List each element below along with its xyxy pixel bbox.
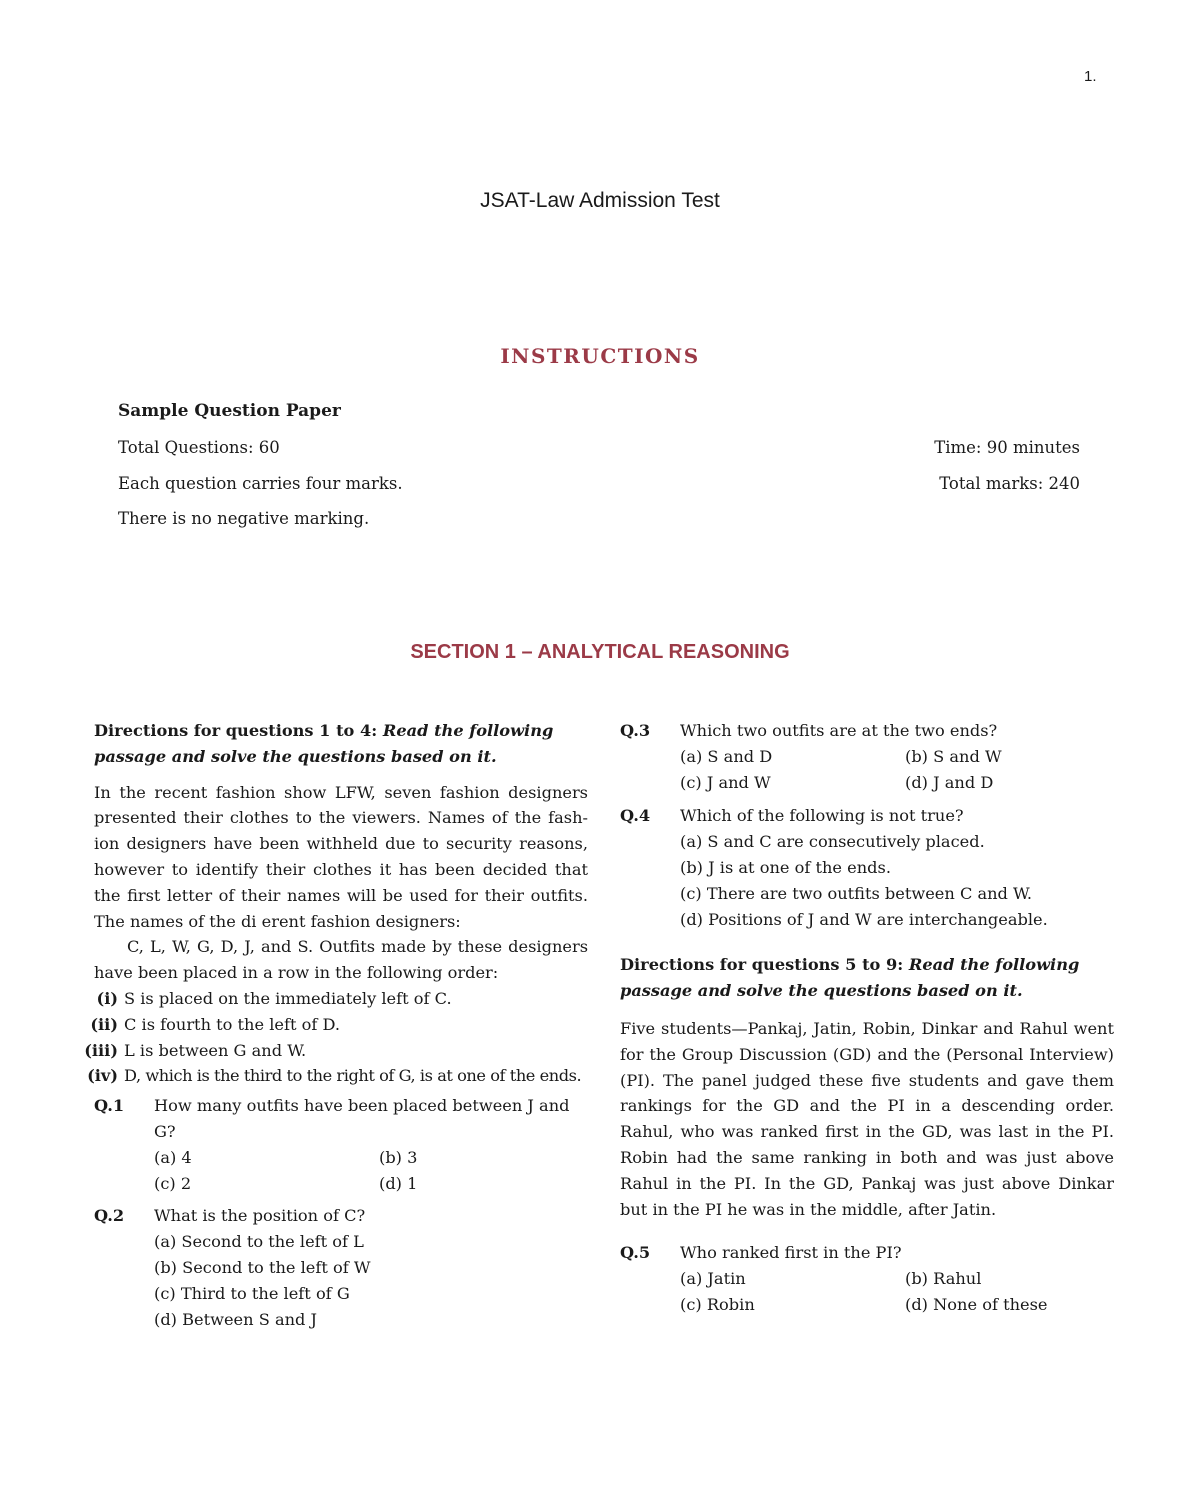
- question-5-options: [620, 1266, 1114, 1318]
- question-5: [620, 1240, 1114, 1266]
- passage-fashion: In the recent fashion show LFW, seven fashion designers presented their clothes to the viewers. Names of the fash-ion designers have been withheld due to security reasons, however to identify their clothes it has been decided that the first letter of their names will be used for their outfits. The names of the di erent fashion designers:: [94, 782, 588, 931]
- question-3: [620, 718, 1114, 744]
- option-d[interactable]: (d) Between S and J: [154, 1309, 318, 1329]
- question-label: Q.2: [94, 1206, 125, 1226]
- question-text: How many outfits have been placed between J and G?: [154, 1096, 570, 1141]
- option-d[interactable]: (d) Positions of J and W are interchangeable.: [680, 909, 1048, 929]
- right-column: [620, 718, 1114, 1318]
- question-4-options: [620, 829, 1114, 932]
- option-b[interactable]: (b) Rahul: [905, 1269, 982, 1289]
- question-text: Who ranked first in the PI?: [680, 1243, 902, 1263]
- option-b[interactable]: (b) Second to the left of W: [154, 1257, 371, 1277]
- option-a[interactable]: (a) 4: [154, 1147, 192, 1167]
- option-b[interactable]: (b) S and W: [905, 746, 1002, 766]
- time-limit: Time: 90 minutes: [934, 438, 1080, 457]
- statement-text: L is between G and W.: [124, 1040, 307, 1060]
- question-label: Q.1: [94, 1096, 125, 1116]
- question-text: Which of the following is not true?: [680, 806, 964, 826]
- passage-fashion-order: C, L, W, G, D, J, and S. Outfits made by these designers have been placed in a row in the following order:: [94, 937, 588, 983]
- statement-text: S is placed on the immediately left of C.: [124, 988, 452, 1008]
- statement-item: [80, 1063, 588, 1089]
- directions-text: Read the following passage and solve the questions based on it.: [620, 955, 1080, 1001]
- passage-students: Five students—Pankaj, Jatin, Robin, Dinkar and Rahul went for the Group Discussion (GD) and the (Personal Interview) (PI). The panel judged these five students and gave them rankings for the GD and the PI in a descending order. Rahul, who was ranked first in the GD, was last in the PI. Robin had the same ranking in both and was just above Rahul in the PI. In the GD, Pankaj was just above Dinkar but in the PI he was in the middle, after Jatin.: [620, 1018, 1114, 1219]
- question-3-options: [620, 744, 1114, 796]
- option-d[interactable]: (d) J and D: [905, 772, 994, 792]
- statement-item: [80, 1038, 588, 1064]
- statement-label: (iii): [84, 1040, 118, 1060]
- directions-label: Directions for questions 5 to 9:: [620, 955, 909, 975]
- question-2: [94, 1203, 588, 1229]
- instructions-heading: INSTRUCTIONS: [500, 344, 700, 368]
- question-1: [94, 1093, 588, 1145]
- sample-paper-label: Sample Question Paper: [118, 401, 341, 421]
- negative-marking-note: There is no negative marking.: [118, 509, 370, 528]
- option-c[interactable]: (c) Robin: [680, 1294, 755, 1314]
- page-number: 1.: [1084, 68, 1097, 85]
- option-b[interactable]: (b) J is at one of the ends.: [680, 857, 891, 877]
- total-marks: Total marks: 240: [939, 474, 1080, 493]
- question-text: Which two outfits are at the two ends?: [680, 721, 998, 740]
- option-c[interactable]: (c) J and W: [680, 772, 771, 792]
- statement-item: [80, 986, 588, 1012]
- question-label: Q.3: [620, 721, 651, 740]
- option-a[interactable]: (a) Second to the left of L: [154, 1232, 364, 1252]
- directions-5-9: [620, 952, 1114, 1004]
- statement-label: (i): [96, 988, 118, 1008]
- question-text: What is the position of C?: [154, 1206, 366, 1226]
- section-heading: SECTION 1 – ANALYTICAL REASONING: [410, 641, 790, 663]
- statement-text: D, which is the third to the right of G, is at one of the ends.: [124, 1066, 582, 1086]
- question-label: Q.5: [620, 1243, 651, 1263]
- statement-text: C is fourth to the left of D.: [124, 1014, 341, 1034]
- option-c[interactable]: (c) There are two outfits between C and W.: [680, 883, 1033, 903]
- option-a[interactable]: (a) Jatin: [680, 1269, 746, 1289]
- total-questions: Total Questions: 60: [118, 438, 280, 457]
- option-c[interactable]: (c) 2: [154, 1173, 192, 1193]
- left-column: [84, 718, 588, 1332]
- document-title: JSAT-Law Admission Test: [480, 189, 720, 212]
- question-label: Q.4: [620, 806, 651, 826]
- option-d[interactable]: (d) 1: [379, 1173, 418, 1193]
- statement-list: [84, 986, 588, 1089]
- directions-text: Read the following passage and solve the questions based on it.: [94, 721, 554, 766]
- question-4: [620, 803, 1114, 829]
- option-d[interactable]: (d) None of these: [905, 1294, 1048, 1314]
- option-a[interactable]: (a) S and D: [680, 746, 773, 766]
- option-a[interactable]: (a) S and C are consecutively placed.: [680, 832, 985, 852]
- directions-label: Directions for questions 1 to 4:: [94, 721, 383, 740]
- question-2-options: [94, 1229, 588, 1332]
- option-b[interactable]: (b) 3: [379, 1147, 418, 1167]
- option-c[interactable]: (c) Third to the left of G: [154, 1283, 350, 1303]
- statement-label: (ii): [90, 1014, 118, 1034]
- statement-item: [80, 1012, 588, 1038]
- marks-per-question: Each question carries four marks.: [118, 474, 403, 493]
- directions-1-4: [94, 718, 588, 770]
- statement-label: (iv): [87, 1066, 118, 1086]
- question-1-options: [94, 1145, 588, 1197]
